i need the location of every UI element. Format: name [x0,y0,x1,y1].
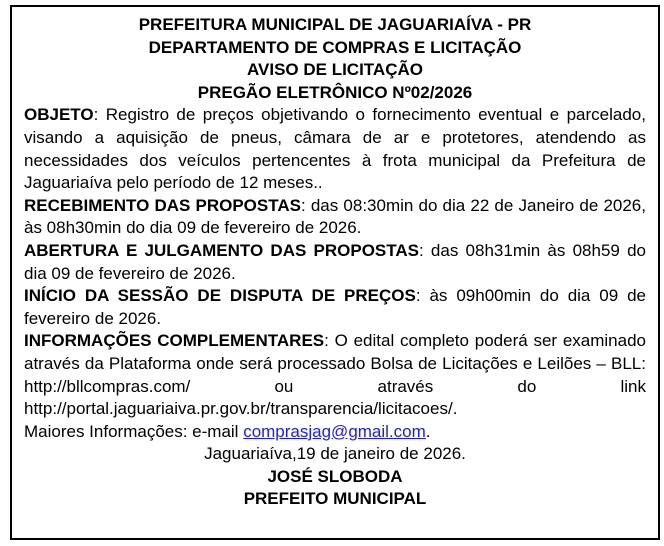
objeto-paragraph [24,104,646,194]
recebimento-label: RECEBIMENTO DAS PROPOSTAS [24,195,301,215]
informacoes-end: . [425,421,431,441]
informacoes-text: : O edital completo poderá ser examinado através da Plataforma onde será processado Bolsa de Licitações e Leilões – BLL: http://bllcompras.com/ ou através do link http://portal.jaguariaiva.pr.gov.br/transparencia/licitacoes/. [24,331,647,419]
inicio-label: INÍCIO DA SESSÃO DE DISPUTA DE PREÇOS [24,286,416,306]
place-date: Jaguariaíva,19 de janeiro de 2026. [204,444,466,464]
inicio-text: : às 09h00min do dia 09 de fevereiro de 2026. [24,286,646,328]
abertura-label: ABERTURA E JULGAMENTO DAS PROPOSTAS [24,240,419,260]
header-line-departamento: DEPARTAMENTO DE COMPRAS E LICITAÇÃO [148,37,522,57]
informacoes-label: INFORMAÇÕES COMPLEMENTARES [24,331,325,351]
objeto-text: : Registro de preços objetivando o fornecimento eventual e parcelado, visando a aquisição de pneus, câmara de ar e protetores, atendendo as necessidades dos veículos pertencentes à frota municipal da Prefeitura de Jaguariaíva pelo período de 12 meses.. [24,105,646,193]
abertura-text: : das 08h31min às 08h59 do dia 09 de fevereiro de 2026. [24,240,646,283]
header-line-pregao: PREGÃO ELETRÔNICO Nº02/2026 [197,82,473,102]
inicio-paragraph [24,285,646,330]
objeto-label: OBJETO [24,105,94,125]
header-line-prefeitura: PREFEITURA MUNICIPAL DE JAGUARIAÍVA - PR [138,15,532,34]
signer-role: PREFEITO MUNICIPAL [243,489,427,509]
abertura-paragraph [24,240,646,285]
email-link[interactable]: comprasjag@gmail.com [243,421,426,441]
recebimento-paragraph [24,195,646,240]
informacoes-paragraph [24,330,646,443]
licitacao-notice [10,5,660,540]
recebimento-text: : das 08:30min do dia 22 de Janeiro de 2026, às 08h30min do dia 09 de fevereiro de 2026. [24,195,646,238]
header-line-aviso: AVISO DE LICITAÇÃO [247,60,423,80]
informacoes-more-text: Maiores Informações: e-mail [24,421,244,441]
signer-name: JOSÉ SLOBODA [267,466,403,486]
